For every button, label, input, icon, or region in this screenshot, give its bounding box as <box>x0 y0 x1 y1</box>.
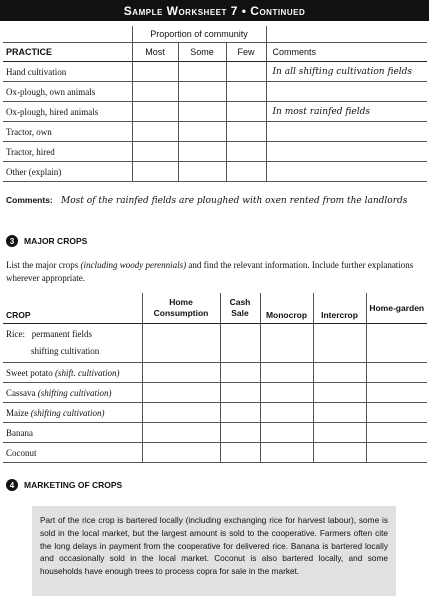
practice-row <box>3 62 427 82</box>
crop-cell[interactable] <box>220 423 260 443</box>
practice-label: Ox-plough, own animals <box>3 82 132 102</box>
section-4-heading <box>6 479 122 491</box>
crop-cell[interactable] <box>260 423 313 443</box>
crop-row <box>3 443 427 463</box>
comments-label: Comments: <box>6 195 53 205</box>
crop-cell[interactable] <box>366 443 427 463</box>
some-cell[interactable] <box>178 62 226 82</box>
some-header: Some <box>178 43 226 62</box>
practice-row <box>3 102 427 122</box>
practice-comment[interactable] <box>266 142 427 162</box>
crop-cell[interactable] <box>313 324 366 363</box>
few-cell[interactable] <box>226 122 266 142</box>
section-3-heading <box>6 235 87 247</box>
crop-row <box>3 423 427 443</box>
practice-comment[interactable] <box>266 82 427 102</box>
practice-row <box>3 82 427 102</box>
practice-label: Tractor, hired <box>3 142 132 162</box>
practice-comment[interactable] <box>266 122 427 142</box>
some-cell[interactable] <box>178 122 226 142</box>
proportion-header: Proportion of community <box>132 26 266 43</box>
few-header: Few <box>226 43 266 62</box>
practice-table <box>3 26 427 182</box>
crop-cell[interactable] <box>366 423 427 443</box>
crop-cell[interactable] <box>220 363 260 383</box>
home-garden-header: Home-garden <box>366 293 427 324</box>
crop-cell[interactable] <box>220 403 260 423</box>
practice-label: Other (explain) <box>3 162 132 182</box>
comments-line <box>3 195 427 206</box>
practice-label: Tractor, own <box>3 122 132 142</box>
marketing-text-box: Part of the rice crop is bartered locally (including exchanging rice for harvest labour), some is sold in the local market, but the largest amount is sold to the cooperative. Farmers often cite the long delays in payment from the cooperative for delivered rice. Banana is bartered locally and occasionally sold in the local market. Coconut is also bartered locally, and some households have enough trees to process copra for sale in the market. <box>32 506 396 596</box>
crop-cell[interactable] <box>366 383 427 403</box>
some-cell[interactable] <box>178 102 226 122</box>
most-cell[interactable] <box>132 162 178 182</box>
practice-label: Hand cultivation <box>3 62 132 82</box>
crop-cell[interactable] <box>260 324 313 363</box>
few-cell[interactable] <box>226 62 266 82</box>
practice-comment[interactable] <box>266 162 427 182</box>
crop-cell[interactable] <box>142 423 220 443</box>
crop-cell[interactable] <box>313 383 366 403</box>
crop-row <box>3 363 427 383</box>
practice-comment[interactable]: In all shifting cultivation fields <box>266 62 427 82</box>
crop-cell[interactable] <box>142 324 220 363</box>
some-cell[interactable] <box>178 162 226 182</box>
comments-text[interactable]: Most of the rainfed fields are ploughed with oxen rented from the landlords <box>61 196 408 206</box>
most-cell[interactable] <box>132 142 178 162</box>
crop-cell[interactable] <box>313 403 366 423</box>
cash-sale-header: Cash Sale <box>220 293 260 324</box>
some-cell[interactable] <box>178 82 226 102</box>
crop-cell[interactable] <box>260 383 313 403</box>
few-cell[interactable] <box>226 162 266 182</box>
section-number-badge: 3 <box>6 235 18 247</box>
some-cell[interactable] <box>178 142 226 162</box>
crop-row <box>3 403 427 423</box>
crop-header: CROP <box>3 293 142 324</box>
few-cell[interactable] <box>226 102 266 122</box>
home-consumption-header: Home Consumption <box>142 293 220 324</box>
section-title: MARKETING OF CROPS <box>24 480 123 490</box>
few-cell[interactable] <box>226 82 266 102</box>
section-title: MAJOR CROPS <box>24 236 88 246</box>
most-cell[interactable] <box>132 62 178 82</box>
practice-row <box>3 122 427 142</box>
crop-cell[interactable] <box>260 443 313 463</box>
crop-cell[interactable] <box>142 443 220 463</box>
monocrop-header: Monocrop <box>260 293 313 324</box>
crop-label-rice: Rice: permanent fields shifting cultivation <box>3 324 142 363</box>
crop-table <box>3 293 427 463</box>
crop-cell[interactable] <box>313 423 366 443</box>
crop-label: Cassava (shifting cultivation) <box>3 383 142 403</box>
crop-cell[interactable] <box>142 383 220 403</box>
practice-header: PRACTICE <box>3 43 132 62</box>
crop-cell[interactable] <box>366 363 427 383</box>
section-number-badge: 4 <box>6 479 18 491</box>
few-cell[interactable] <box>226 142 266 162</box>
crop-cell[interactable] <box>260 363 313 383</box>
most-cell[interactable] <box>132 82 178 102</box>
intercrop-header: Intercrop <box>313 293 366 324</box>
crop-cell[interactable] <box>220 324 260 363</box>
crop-cell[interactable] <box>220 383 260 403</box>
practice-label: Ox-plough, hired animals <box>3 102 132 122</box>
crop-row <box>3 383 427 403</box>
crop-row <box>3 324 427 363</box>
crop-cell[interactable] <box>220 443 260 463</box>
crop-cell[interactable] <box>142 403 220 423</box>
practice-row <box>3 162 427 182</box>
crop-label: Coconut <box>3 443 142 463</box>
crop-cell[interactable] <box>366 324 427 363</box>
crop-cell[interactable] <box>366 403 427 423</box>
crop-label: Banana <box>3 423 142 443</box>
practice-row <box>3 142 427 162</box>
crop-cell[interactable] <box>313 363 366 383</box>
most-cell[interactable] <box>132 122 178 142</box>
crop-cell[interactable] <box>142 363 220 383</box>
most-header: Most <box>132 43 178 62</box>
crop-label: Sweet potato (shift. cultivation) <box>3 363 142 383</box>
section-3-instructions: List the major crops (including woody perennials) and find the relevant information. Include further explanations wherever appropriate. <box>6 260 414 283</box>
crop-label: Maize (shifting cultivation) <box>3 403 142 423</box>
crop-cell[interactable] <box>313 443 366 463</box>
worksheet-banner: Sample Worksheet 7 • Continued <box>0 0 429 21</box>
practice-comment[interactable]: In most rainfed fields <box>266 102 427 122</box>
crop-cell[interactable] <box>260 403 313 423</box>
most-cell[interactable] <box>132 102 178 122</box>
comments-header: Comments <box>266 43 427 62</box>
